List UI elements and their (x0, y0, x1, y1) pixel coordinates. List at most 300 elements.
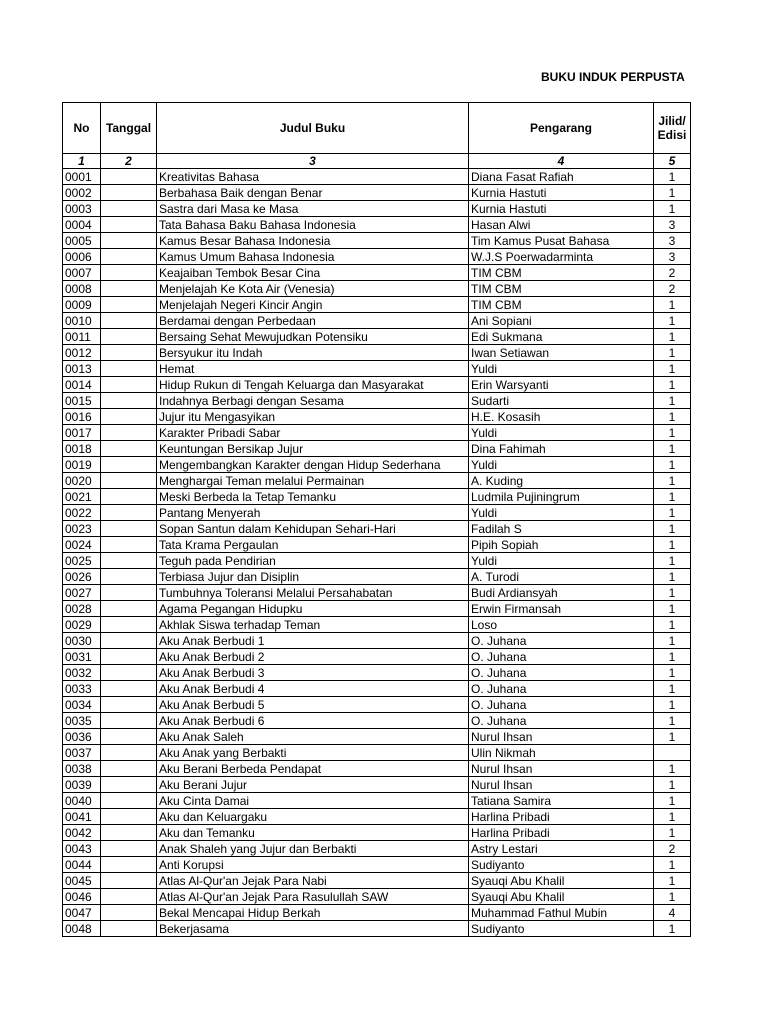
cell-no: 0032 (63, 665, 101, 681)
cell-jilid-edisi: 1 (654, 617, 691, 633)
cell-judul-buku: Keuntungan Bersikap Jujur (157, 441, 469, 457)
cell-judul-buku: Aku Anak Saleh (157, 729, 469, 745)
cell-tanggal (101, 409, 157, 425)
cell-tanggal (101, 905, 157, 921)
table-row (63, 441, 691, 457)
cell-jilid-edisi: 1 (654, 169, 691, 185)
cell-tanggal (101, 361, 157, 377)
table-row (63, 633, 691, 649)
cell-jilid-edisi: 1 (654, 313, 691, 329)
cell-jilid-edisi: 1 (654, 393, 691, 409)
cell-judul-buku: Indahnya Berbagi dengan Sesama (157, 393, 469, 409)
cell-pengarang: Yuldi (469, 425, 654, 441)
cell-pengarang: Ludmila Pujiningrum (469, 489, 654, 505)
table-row (63, 409, 691, 425)
header-tanggal: Tanggal (101, 103, 157, 154)
cell-jilid-edisi: 1 (654, 697, 691, 713)
table-row (63, 841, 691, 857)
cell-tanggal (101, 585, 157, 601)
cell-tanggal (101, 265, 157, 281)
cell-pengarang: Nurul Ihsan (469, 729, 654, 745)
cell-pengarang: H.E. Kosasih (469, 409, 654, 425)
cell-tanggal (101, 393, 157, 409)
cell-tanggal (101, 921, 157, 937)
table-row (63, 889, 691, 905)
cell-pengarang: Budi Ardiansyah (469, 585, 654, 601)
table-row (63, 329, 691, 345)
cell-tanggal (101, 873, 157, 889)
table-row (63, 681, 691, 697)
cell-no: 0004 (63, 217, 101, 233)
cell-judul-buku: Aku Anak Berbudi 6 (157, 713, 469, 729)
cell-jilid-edisi: 1 (654, 857, 691, 873)
cell-judul-buku: Mengembangkan Karakter dengan Hidup Sederhana (157, 457, 469, 473)
cell-jilid-edisi: 1 (654, 601, 691, 617)
cell-tanggal (101, 793, 157, 809)
cell-pengarang: TIM CBM (469, 297, 654, 313)
cell-jilid-edisi: 1 (654, 489, 691, 505)
cell-pengarang: Yuldi (469, 505, 654, 521)
cell-no: 0019 (63, 457, 101, 473)
cell-jilid-edisi: 1 (654, 713, 691, 729)
cell-pengarang: Dina Fahimah (469, 441, 654, 457)
cell-jilid-edisi: 1 (654, 505, 691, 521)
cell-jilid-edisi: 1 (654, 873, 691, 889)
cell-jilid-edisi: 1 (654, 793, 691, 809)
cell-jilid-edisi: 1 (654, 777, 691, 793)
cell-jilid-edisi: 1 (654, 729, 691, 745)
cell-judul-buku: Aku Berani Jujur (157, 777, 469, 793)
cell-jilid-edisi: 1 (654, 377, 691, 393)
cell-pengarang: Syauqi Abu Khalil (469, 889, 654, 905)
cell-no: 0047 (63, 905, 101, 921)
cell-no: 0030 (63, 633, 101, 649)
cell-pengarang: Syauqi Abu Khalil (469, 873, 654, 889)
cell-pengarang: Sudiyanto (469, 921, 654, 937)
cell-tanggal (101, 809, 157, 825)
cell-tanggal (101, 697, 157, 713)
cell-tanggal (101, 377, 157, 393)
cell-no: 0008 (63, 281, 101, 297)
cell-judul-buku: Aku Anak Berbudi 1 (157, 633, 469, 649)
cell-no: 0044 (63, 857, 101, 873)
cell-jilid-edisi: 1 (654, 297, 691, 313)
column-number: 2 (101, 154, 157, 169)
cell-pengarang: Kurnia Hastuti (469, 201, 654, 217)
table-row (63, 825, 691, 841)
table-header-row (63, 103, 691, 154)
page-title: BUKU INDUK PERPUSTA (541, 70, 685, 84)
cell-tanggal (101, 249, 157, 265)
cell-no: 0048 (63, 921, 101, 937)
cell-pengarang: Yuldi (469, 553, 654, 569)
table-row (63, 169, 691, 185)
cell-jilid-edisi: 3 (654, 217, 691, 233)
column-number: 4 (469, 154, 654, 169)
table-row (63, 777, 691, 793)
table-row (63, 665, 691, 681)
cell-judul-buku: Bekerjasama (157, 921, 469, 937)
cell-jilid-edisi: 1 (654, 761, 691, 777)
cell-no: 0022 (63, 505, 101, 521)
cell-pengarang: Edi Sukmana (469, 329, 654, 345)
cell-no: 0021 (63, 489, 101, 505)
cell-no: 0001 (63, 169, 101, 185)
cell-judul-buku: Jujur itu Mengasyikan (157, 409, 469, 425)
cell-pengarang: Ulin Nikmah (469, 745, 654, 761)
cell-pengarang: TIM CBM (469, 265, 654, 281)
table-row (63, 425, 691, 441)
cell-jilid-edisi: 2 (654, 841, 691, 857)
cell-tanggal (101, 537, 157, 553)
cell-tanggal (101, 345, 157, 361)
header-judul-buku: Judul Buku (157, 103, 469, 154)
cell-no: 0009 (63, 297, 101, 313)
column-number: 5 (654, 154, 691, 169)
cell-no: 0043 (63, 841, 101, 857)
table-row (63, 473, 691, 489)
cell-no: 0005 (63, 233, 101, 249)
table-row (63, 745, 691, 761)
cell-tanggal (101, 729, 157, 745)
cell-jilid-edisi: 1 (654, 649, 691, 665)
table-row (63, 729, 691, 745)
table-row (63, 857, 691, 873)
cell-pengarang: Yuldi (469, 361, 654, 377)
cell-tanggal (101, 473, 157, 489)
cell-tanggal (101, 201, 157, 217)
cell-jilid-edisi: 2 (654, 265, 691, 281)
cell-judul-buku: Aku Anak Berbudi 4 (157, 681, 469, 697)
cell-pengarang: Diana Fasat Rafiah (469, 169, 654, 185)
table-row (63, 553, 691, 569)
cell-judul-buku: Aku Anak Berbudi 2 (157, 649, 469, 665)
cell-no: 0038 (63, 761, 101, 777)
cell-tanggal (101, 777, 157, 793)
cell-tanggal (101, 713, 157, 729)
book-register-table (62, 102, 691, 937)
cell-tanggal (101, 489, 157, 505)
table-row (63, 265, 691, 281)
cell-pengarang: Loso (469, 617, 654, 633)
cell-no: 0016 (63, 409, 101, 425)
table-row (63, 489, 691, 505)
cell-jilid-edisi: 1 (654, 585, 691, 601)
table-row (63, 601, 691, 617)
cell-no: 0033 (63, 681, 101, 697)
cell-pengarang: O. Juhana (469, 713, 654, 729)
cell-jilid-edisi: 4 (654, 905, 691, 921)
table-row (63, 793, 691, 809)
cell-no: 0002 (63, 185, 101, 201)
cell-pengarang: TIM CBM (469, 281, 654, 297)
cell-judul-buku: Aku Berani Berbeda Pendapat (157, 761, 469, 777)
cell-jilid-edisi: 1 (654, 681, 691, 697)
table-row (63, 297, 691, 313)
cell-tanggal (101, 857, 157, 873)
cell-judul-buku: Menghargai Teman melalui Permainan (157, 473, 469, 489)
cell-pengarang: O. Juhana (469, 633, 654, 649)
table-row (63, 345, 691, 361)
table-row (63, 809, 691, 825)
header-jilid-edisi (654, 103, 691, 154)
cell-jilid-edisi: 1 (654, 345, 691, 361)
cell-tanggal (101, 329, 157, 345)
table-row (63, 281, 691, 297)
table-row (63, 377, 691, 393)
cell-pengarang: Nurul Ihsan (469, 761, 654, 777)
cell-jilid-edisi: 1 (654, 665, 691, 681)
cell-tanggal (101, 169, 157, 185)
cell-no: 0025 (63, 553, 101, 569)
cell-jilid-edisi: 1 (654, 425, 691, 441)
cell-pengarang: Tim Kamus Pusat Bahasa (469, 233, 654, 249)
cell-judul-buku: Pantang Menyerah (157, 505, 469, 521)
cell-no: 0027 (63, 585, 101, 601)
cell-tanggal (101, 521, 157, 537)
cell-tanggal (101, 569, 157, 585)
cell-tanggal (101, 761, 157, 777)
cell-tanggal (101, 889, 157, 905)
cell-tanggal (101, 441, 157, 457)
cell-no: 0017 (63, 425, 101, 441)
cell-no: 0028 (63, 601, 101, 617)
cell-judul-buku: Hidup Rukun di Tengah Keluarga dan Masyarakat (157, 377, 469, 393)
cell-jilid-edisi: 1 (654, 633, 691, 649)
table-row (63, 521, 691, 537)
cell-tanggal (101, 457, 157, 473)
cell-judul-buku: Bekal Mencapai Hidup Berkah (157, 905, 469, 921)
cell-no: 0013 (63, 361, 101, 377)
cell-tanggal (101, 617, 157, 633)
table-row (63, 569, 691, 585)
table-row (63, 457, 691, 473)
header-no: No (63, 103, 101, 154)
cell-judul-buku: Tumbuhnya Toleransi Melalui Persahabatan (157, 585, 469, 601)
cell-judul-buku: Aku dan Temanku (157, 825, 469, 841)
cell-pengarang: Harlina Pribadi (469, 809, 654, 825)
cell-judul-buku: Anak Shaleh yang Jujur dan Berbakti (157, 841, 469, 857)
cell-pengarang: Erwin Firmansah (469, 601, 654, 617)
table-row (63, 873, 691, 889)
cell-jilid-edisi: 1 (654, 361, 691, 377)
cell-no: 0006 (63, 249, 101, 265)
table-row (63, 585, 691, 601)
cell-judul-buku: Aku Cinta Damai (157, 793, 469, 809)
cell-tanggal (101, 841, 157, 857)
cell-jilid-edisi: 3 (654, 249, 691, 265)
cell-pengarang: Pipih Sopiah (469, 537, 654, 553)
cell-tanggal (101, 681, 157, 697)
table-row (63, 905, 691, 921)
cell-pengarang: Erin Warsyanti (469, 377, 654, 393)
cell-no: 0036 (63, 729, 101, 745)
cell-tanggal (101, 665, 157, 681)
cell-pengarang: Iwan Setiawan (469, 345, 654, 361)
cell-judul-buku: Akhlak Siswa terhadap Teman (157, 617, 469, 633)
cell-tanggal (101, 217, 157, 233)
cell-judul-buku: Kamus Besar Bahasa Indonesia (157, 233, 469, 249)
column-number-row (63, 154, 691, 169)
cell-tanggal (101, 745, 157, 761)
cell-jilid-edisi: 1 (654, 473, 691, 489)
cell-judul-buku: Anti Korupsi (157, 857, 469, 873)
cell-judul-buku: Berbahasa Baik dengan Benar (157, 185, 469, 201)
cell-judul-buku: Teguh pada Pendirian (157, 553, 469, 569)
table-row (63, 537, 691, 553)
cell-pengarang: Tatiana Samira (469, 793, 654, 809)
cell-judul-buku: Berdamai dengan Perbedaan (157, 313, 469, 329)
table-row (63, 921, 691, 937)
cell-jilid-edisi: 1 (654, 201, 691, 217)
cell-no: 0040 (63, 793, 101, 809)
cell-no: 0026 (63, 569, 101, 585)
cell-judul-buku: Tata Krama Pergaulan (157, 537, 469, 553)
table-row (63, 393, 691, 409)
cell-jilid-edisi: 1 (654, 441, 691, 457)
cell-judul-buku: Aku Anak yang Berbakti (157, 745, 469, 761)
cell-pengarang: Astry Lestari (469, 841, 654, 857)
cell-pengarang: W.J.S Poerwadarminta (469, 249, 654, 265)
cell-no: 0007 (63, 265, 101, 281)
cell-pengarang: Harlina Pribadi (469, 825, 654, 841)
cell-judul-buku: Hemat (157, 361, 469, 377)
cell-pengarang: O. Juhana (469, 697, 654, 713)
cell-pengarang: O. Juhana (469, 665, 654, 681)
cell-no: 0046 (63, 889, 101, 905)
cell-no: 0020 (63, 473, 101, 489)
cell-pengarang: Kurnia Hastuti (469, 185, 654, 201)
cell-judul-buku: Sastra dari Masa ke Masa (157, 201, 469, 217)
table-body (63, 169, 691, 937)
cell-judul-buku: Menjelajah Ke Kota Air (Venesia) (157, 281, 469, 297)
table-row (63, 617, 691, 633)
column-number: 3 (157, 154, 469, 169)
cell-jilid-edisi: 1 (654, 521, 691, 537)
cell-no: 0034 (63, 697, 101, 713)
cell-no: 0010 (63, 313, 101, 329)
cell-judul-buku: Kamus Umum Bahasa Indonesia (157, 249, 469, 265)
cell-no: 0023 (63, 521, 101, 537)
cell-tanggal (101, 505, 157, 521)
cell-pengarang: O. Juhana (469, 681, 654, 697)
table-row (63, 313, 691, 329)
cell-jilid-edisi: 1 (654, 889, 691, 905)
cell-jilid-edisi: 1 (654, 809, 691, 825)
cell-judul-buku: Aku dan Keluargaku (157, 809, 469, 825)
table-row (63, 649, 691, 665)
cell-jilid-edisi: 1 (654, 537, 691, 553)
cell-pengarang: O. Juhana (469, 649, 654, 665)
cell-judul-buku: Atlas Al-Qur'an Jejak Para Nabi (157, 873, 469, 889)
cell-no: 0011 (63, 329, 101, 345)
cell-judul-buku: Aku Anak Berbudi 5 (157, 697, 469, 713)
cell-judul-buku: Kreativitas Bahasa (157, 169, 469, 185)
cell-tanggal (101, 297, 157, 313)
cell-jilid-edisi: 1 (654, 921, 691, 937)
header-jilid-line1: Jilid/ (658, 114, 686, 128)
cell-pengarang: A. Kuding (469, 473, 654, 489)
cell-jilid-edisi: 1 (654, 553, 691, 569)
cell-no: 0003 (63, 201, 101, 217)
cell-judul-buku: Karakter Pribadi Sabar (157, 425, 469, 441)
cell-jilid-edisi: 2 (654, 281, 691, 297)
cell-no: 0029 (63, 617, 101, 633)
column-number: 1 (63, 154, 101, 169)
cell-no: 0035 (63, 713, 101, 729)
table-row (63, 201, 691, 217)
cell-no: 0045 (63, 873, 101, 889)
table-row (63, 713, 691, 729)
cell-judul-buku: Tata Bahasa Baku Bahasa Indonesia (157, 217, 469, 233)
cell-no: 0031 (63, 649, 101, 665)
cell-pengarang: Sudarti (469, 393, 654, 409)
table-row (63, 217, 691, 233)
cell-tanggal (101, 185, 157, 201)
cell-jilid-edisi: 1 (654, 569, 691, 585)
table-row (63, 697, 691, 713)
cell-tanggal (101, 425, 157, 441)
cell-pengarang: Sudiyanto (469, 857, 654, 873)
cell-no: 0012 (63, 345, 101, 361)
cell-pengarang: Yuldi (469, 457, 654, 473)
cell-judul-buku: Agama Pegangan Hidupku (157, 601, 469, 617)
cell-tanggal (101, 601, 157, 617)
cell-tanggal (101, 281, 157, 297)
cell-no: 0037 (63, 745, 101, 761)
cell-tanggal (101, 825, 157, 841)
cell-judul-buku: Bersyukur itu Indah (157, 345, 469, 361)
cell-jilid-edisi: 1 (654, 329, 691, 345)
cell-pengarang: A. Turodi (469, 569, 654, 585)
cell-tanggal (101, 553, 157, 569)
cell-judul-buku: Terbiasa Jujur dan Disiplin (157, 569, 469, 585)
cell-pengarang: Nurul Ihsan (469, 777, 654, 793)
cell-judul-buku: Bersaing Sehat Mewujudkan Potensiku (157, 329, 469, 345)
cell-jilid-edisi: 1 (654, 185, 691, 201)
table-row (63, 185, 691, 201)
header-jilid-line2: Edisi (657, 128, 687, 142)
cell-tanggal (101, 313, 157, 329)
cell-tanggal (101, 649, 157, 665)
cell-judul-buku: Atlas Al-Qur'an Jejak Para Rasulullah SAW (157, 889, 469, 905)
cell-no: 0042 (63, 825, 101, 841)
cell-judul-buku: Keajaiban Tembok Besar Cina (157, 265, 469, 281)
cell-no: 0024 (63, 537, 101, 553)
cell-jilid-edisi: 1 (654, 825, 691, 841)
cell-jilid-edisi: 3 (654, 233, 691, 249)
cell-pengarang: Hasan Alwi (469, 217, 654, 233)
table-row (63, 361, 691, 377)
cell-tanggal (101, 233, 157, 249)
cell-judul-buku: Menjelajah Negeri Kincir Angin (157, 297, 469, 313)
cell-judul-buku: Aku Anak Berbudi 3 (157, 665, 469, 681)
cell-judul-buku: Sopan Santun dalam Kehidupan Sehari-Hari (157, 521, 469, 537)
cell-no: 0018 (63, 441, 101, 457)
table-row (63, 233, 691, 249)
cell-no: 0039 (63, 777, 101, 793)
cell-no: 0014 (63, 377, 101, 393)
cell-pengarang: Muhammad Fathul Mubin (469, 905, 654, 921)
cell-jilid-edisi: 1 (654, 409, 691, 425)
cell-judul-buku: Meski Berbeda la Tetap Temanku (157, 489, 469, 505)
table-row (63, 249, 691, 265)
cell-pengarang: Fadilah S (469, 521, 654, 537)
cell-jilid-edisi: 1 (654, 457, 691, 473)
table-row (63, 505, 691, 521)
table-row (63, 761, 691, 777)
cell-tanggal (101, 633, 157, 649)
